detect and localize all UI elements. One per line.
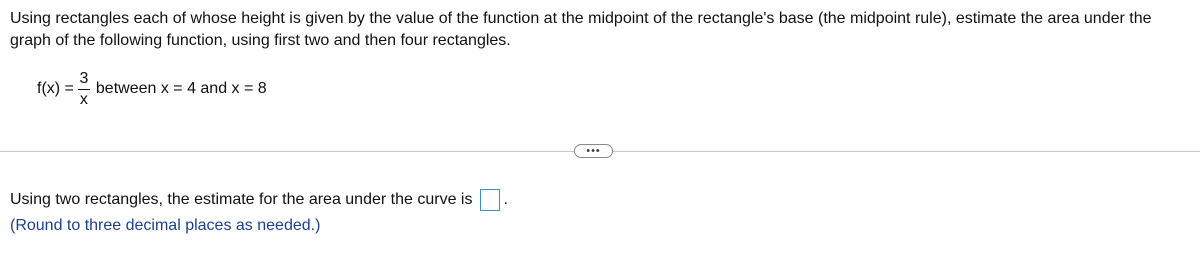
answer-input-box[interactable] [480,189,500,211]
fraction-numerator: 3 [79,69,89,87]
rounding-instruction: (Round to three decimal places as needed.) [10,217,321,234]
answer-row [10,188,508,212]
function-lhs: f(x) = [37,80,74,97]
ellipsis-icon: ••• [586,145,601,157]
question-text: Using rectangles each of whose height is given by the value of the function at the midpoint of the rectangle's base (the midpoint rule), estimate the area under the graph of the following function, using first two and then four rectangles. [10,10,1152,49]
function-interval: between x = 4 and x = 8 [95,80,267,97]
answer-suffix: . [503,191,508,208]
function-fraction [78,70,90,109]
answer-prompt: Using two rectangles, the estimate for the area under the curve is [10,191,473,208]
more-options-button[interactable] [574,144,613,158]
fraction-denominator: x [79,90,88,108]
function-definition [37,66,267,112]
